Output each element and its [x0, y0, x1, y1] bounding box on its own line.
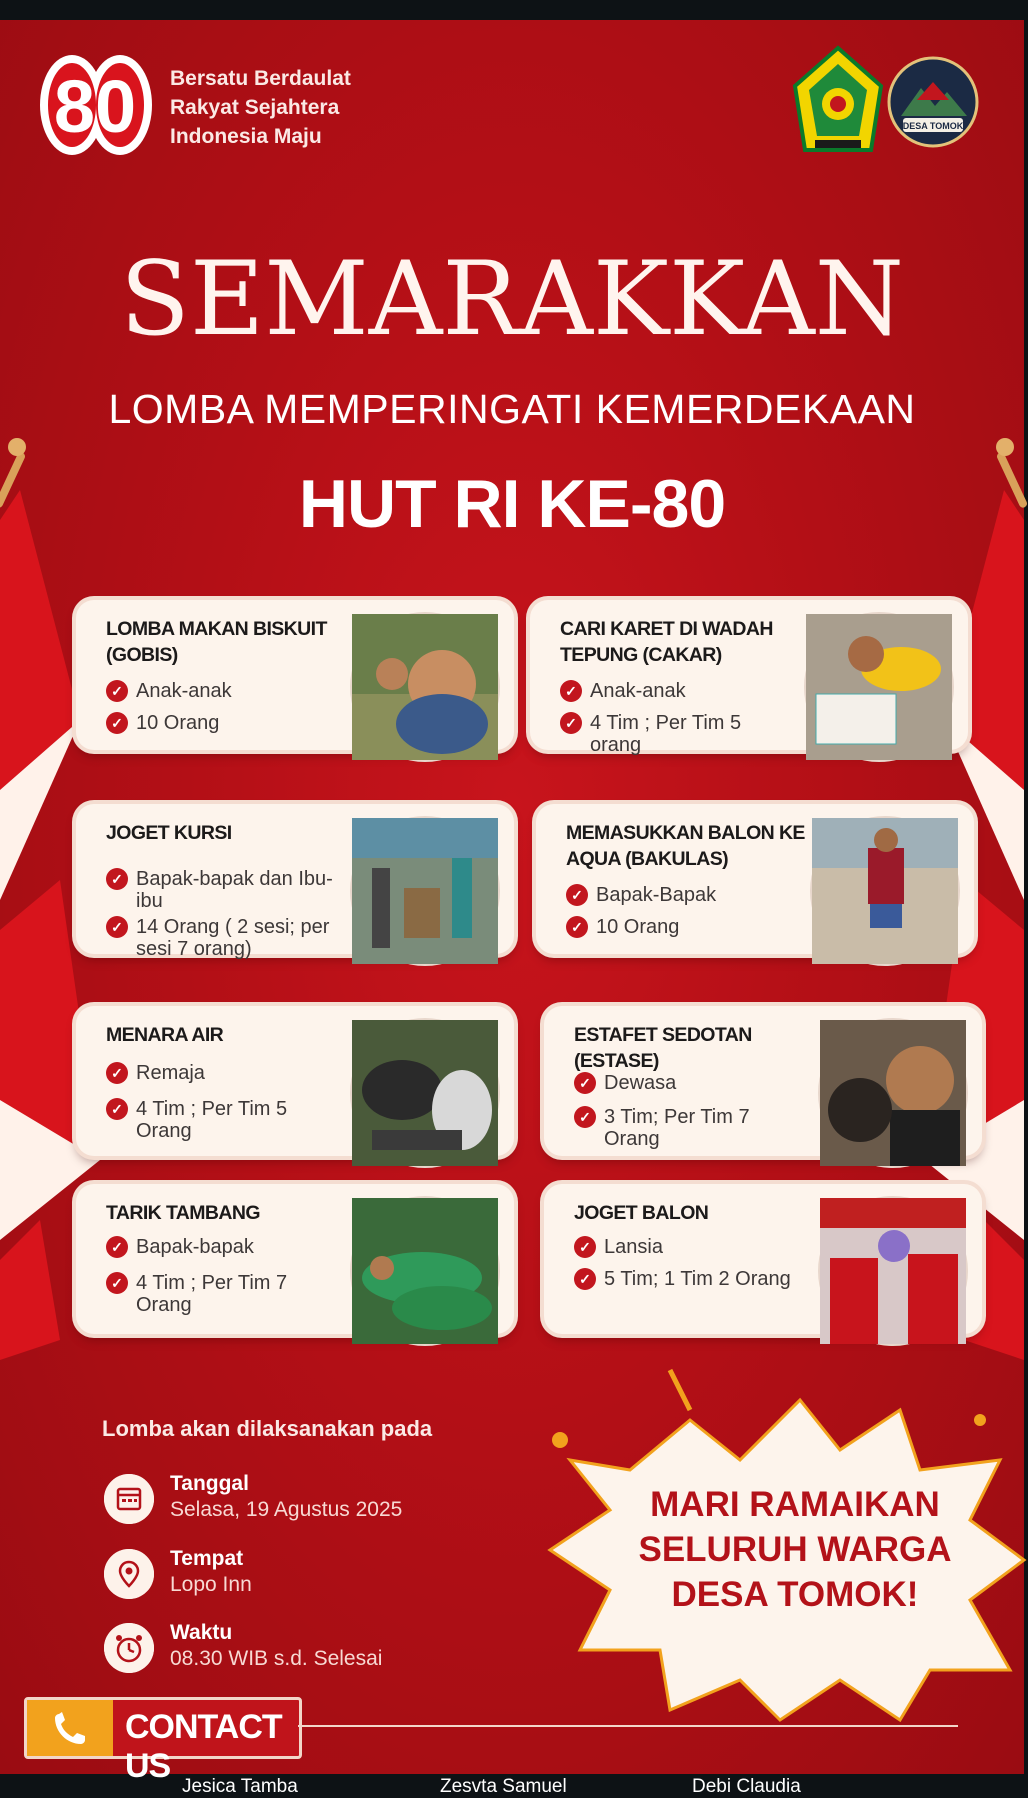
- hut-80-logo: [36, 50, 154, 160]
- competition-photo: [818, 1018, 968, 1168]
- callout-text: [600, 1482, 990, 1617]
- check-icon: ✓: [106, 868, 128, 890]
- check-icon: ✓: [106, 1098, 128, 1120]
- competition-quota: ✓ 10 Orang: [566, 916, 798, 938]
- emblem-text: DESA TOMOK: [902, 121, 964, 131]
- status-bar: [0, 0, 1024, 20]
- competition-participant: ✓ Lansia: [574, 1236, 806, 1258]
- competition-photo: [350, 612, 500, 762]
- location-pin-icon: [104, 1549, 154, 1599]
- competition-quota: ✓ 4 Tim ; Per Tim 5 Orang: [106, 1098, 338, 1142]
- hut-title: HUT RI KE-80: [298, 466, 726, 542]
- event-time: [104, 1621, 464, 1677]
- competition-photo: [350, 1196, 500, 1346]
- competition-photo: [804, 612, 954, 762]
- check-icon: ✓: [566, 884, 588, 906]
- check-icon: ✓: [566, 916, 588, 938]
- check-icon: ✓: [106, 1272, 128, 1294]
- time-value: 08.30 WIB s.d. Selesai: [170, 1647, 383, 1670]
- contact-name-1: Jesica Tamba: [182, 1776, 298, 1797]
- contact-name-3: Debi Claudia: [692, 1776, 801, 1797]
- competition-card-estase: [544, 1006, 982, 1156]
- competition-photo: [350, 1018, 500, 1168]
- poster: [0, 20, 1024, 1797]
- check-icon: ✓: [574, 1106, 596, 1128]
- competition-participant: ✓ Bapak-bapak: [106, 1236, 338, 1258]
- competition-photo: [810, 816, 960, 966]
- competition-participant: ✓ Bapak-Bapak: [566, 884, 798, 906]
- competition-card-joget-balon: [544, 1184, 982, 1334]
- contact-name-2: Zesvta Samuel: [440, 1776, 567, 1797]
- regency-emblem: [793, 46, 883, 154]
- place-value: Lopo Inn: [170, 1573, 252, 1596]
- callout-line-1: MARI RAMAIKAN: [650, 1485, 940, 1524]
- competition-name: ESTAFET SEDOTAN (ESTASE): [574, 1024, 752, 1072]
- competition-card-cakar: [530, 600, 968, 756]
- competition-card-bakulas: [536, 804, 974, 954]
- check-icon: ✓: [560, 680, 582, 702]
- logo-number: 80: [53, 65, 137, 148]
- competition-name: JOGET KURSI: [106, 822, 232, 844]
- check-icon: ✓: [574, 1268, 596, 1290]
- competition-participant: ✓ Anak-anak: [106, 680, 338, 702]
- competition-photo: [818, 1196, 968, 1346]
- left-pole-knob: [8, 438, 26, 456]
- right-pole-knob: [996, 438, 1014, 456]
- subtitle: LOMBA MEMPERINGATI KEMERDEKAAN: [108, 386, 916, 432]
- check-icon: ✓: [106, 712, 128, 734]
- contact-divider: [298, 1725, 958, 1727]
- time-label: Waktu: [170, 1621, 233, 1644]
- check-icon: ✓: [574, 1236, 596, 1258]
- competition-quota: ✓ 10 Orang: [106, 712, 338, 734]
- competition-quota: ✓ 5 Tim; 1 Tim 2 Orang: [574, 1268, 806, 1290]
- check-icon: ✓: [106, 1236, 128, 1258]
- tagline: [170, 64, 351, 151]
- competition-name: TARIK TAMBANG: [106, 1202, 260, 1224]
- phone-icon: [27, 1700, 113, 1756]
- competition-name: MEMASUKKAN BALON KE AQUA (BAKULAS): [566, 822, 805, 870]
- competition-name: LOMBA MAKAN BISKUIT (GOBIS): [106, 618, 327, 666]
- alarm-clock-icon: [104, 1623, 154, 1673]
- event-info-heading: Lomba akan dilaksanakan pada: [102, 1416, 433, 1441]
- check-icon: ✓: [560, 712, 582, 734]
- callout-line-3: DESA TOMOK!: [671, 1575, 919, 1614]
- place-label: Tempat: [170, 1547, 244, 1570]
- check-icon: ✓: [574, 1072, 596, 1094]
- tagline-line-2: Rakyat Sejahtera: [170, 96, 340, 119]
- competition-card-tarik-tambang: [76, 1184, 514, 1334]
- contact-us-button[interactable]: [24, 1697, 302, 1785]
- competition-participant: ✓ Bapak-bapak dan Ibu-ibu: [106, 868, 338, 912]
- check-icon: ✓: [106, 1062, 128, 1084]
- competition-quota: ✓ 3 Tim; Per Tim 7 Orang: [574, 1106, 806, 1150]
- tagline-line-3: Indonesia Maju: [170, 125, 322, 148]
- competition-name: MENARA AIR: [106, 1024, 224, 1046]
- calendar-icon: [104, 1474, 154, 1524]
- event-place: [104, 1547, 464, 1603]
- competition-quota: ✓ 4 Tim ; Per Tim 5 orang: [560, 712, 792, 756]
- date-label: Tanggal: [170, 1472, 249, 1495]
- main-title: SEMARAKKAN: [119, 240, 905, 359]
- competition-quota: ✓ 14 Orang ( 2 sesi; per sesi 7 orang): [106, 916, 338, 960]
- competition-name: JOGET BALON: [574, 1202, 709, 1224]
- phone-icon-box: [27, 1700, 113, 1756]
- check-icon: ✓: [106, 680, 128, 702]
- competition-card-joget-kursi: [76, 804, 514, 960]
- competition-card-gobis: [76, 600, 514, 750]
- date-value: Selasa, 19 Agustus 2025: [170, 1498, 403, 1521]
- tagline-line-1: Bersatu Berdaulat: [170, 67, 351, 90]
- village-anniversary-emblem: [887, 56, 979, 148]
- competition-participant: ✓ Dewasa: [574, 1072, 806, 1094]
- competition-name: CARI KARET DI WADAH TEPUNG (CAKAR): [560, 618, 773, 666]
- event-date: [104, 1472, 464, 1528]
- competition-participant: ✓ Remaja: [106, 1062, 338, 1084]
- competition-quota: ✓ 4 Tim ; Per Tim 7 Orang: [106, 1272, 338, 1316]
- competition-card-menara-air: [76, 1006, 514, 1156]
- competition-photo: [350, 816, 500, 966]
- callout-line-2: SELURUH WARGA: [638, 1530, 952, 1569]
- contact-us-label: CONTACT US: [125, 1708, 282, 1785]
- competition-participant: ✓ Anak-anak: [560, 680, 792, 702]
- check-icon: ✓: [106, 916, 128, 938]
